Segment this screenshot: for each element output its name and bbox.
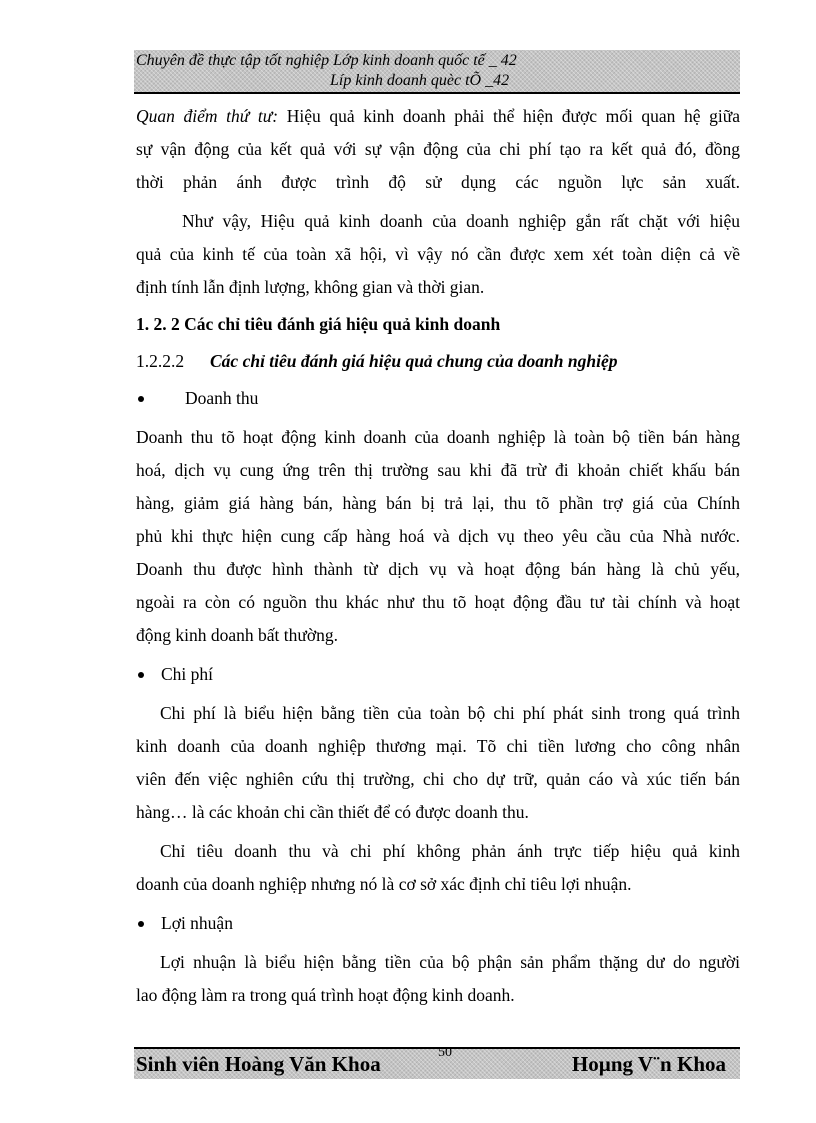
bullet-label: Doanh thu bbox=[185, 388, 259, 408]
paragraph-line: động kinh doanh bất thường. bbox=[136, 625, 338, 645]
subsection-title: Các chỉ tiêu đánh giá hiệu quả chung của doanh nghiệp bbox=[210, 351, 618, 371]
footer-author: Sinh viên Hoàng Văn Khoa bbox=[136, 1052, 381, 1076]
paragraph-line: Doanh thu tõ hoạt động kinh doanh của doanh nghiệp là toàn bộ tiền bán hàng bbox=[136, 427, 740, 447]
paragraph-line: hàng… là các khoản chi cần thiết để có được doanh thu. bbox=[136, 802, 529, 822]
paragraph-line: định tính lẫn định lượng, không gian và thời gian. bbox=[136, 277, 485, 297]
page-header bbox=[134, 50, 740, 94]
paragraph-line: Như vậy, Hiệu quả kinh doanh của doanh nghiệp gắn rất chặt với hiệu bbox=[182, 211, 740, 231]
footer-author-legacy: Hoµng V¨n Khoa bbox=[571, 1052, 726, 1076]
bullet-label: Lợi nhuận bbox=[161, 913, 233, 933]
paragraph-lead: Quan điểm thứ tư: bbox=[136, 106, 279, 126]
subsection-heading bbox=[136, 345, 740, 378]
bullet-item-cost bbox=[136, 658, 740, 691]
subsection-number: 1.2.2.2 bbox=[136, 351, 185, 371]
bullet-icon bbox=[138, 396, 144, 402]
paragraph-line: lao động làm ra trong quá trình hoạt động kinh doanh. bbox=[136, 985, 515, 1005]
paragraph-line: Lợi nhuận là biểu hiện bằng tiền của bộ phận sản phẩm thặng dư do người bbox=[160, 952, 740, 972]
paragraph-line: hoá, dịch vụ cung ứng trên thị trường sau khi đã trừ đi khoản chiết khấu bán bbox=[136, 460, 740, 480]
header-line-2: Líp kinh doanh quèc tÕ _42 bbox=[330, 72, 510, 89]
paragraph-line: Chỉ tiêu doanh thu và chi phí không phản ánh trực tiếp hiệu quả kinh bbox=[160, 841, 740, 861]
bullet-icon bbox=[138, 672, 144, 678]
paragraph-line bbox=[136, 100, 740, 133]
paragraph-line: Doanh thu được hình thành từ dịch vụ và hoạt động bán hàng là chủ yếu, bbox=[136, 559, 740, 579]
bullet-label: Chi phí bbox=[161, 664, 214, 684]
paragraph-line: sự vận động của kết quả với sự vận động của chi phí tạo ra kết quả đó, đồng bbox=[136, 139, 740, 159]
section-heading: 1. 2. 2 Các chỉ tiêu đánh giá hiệu quả kinh doanh bbox=[136, 314, 501, 334]
bullet-icon bbox=[138, 921, 144, 927]
page-number: 50 bbox=[438, 1045, 452, 1060]
paragraph-line: doanh của doanh nghiệp nhưng nó là cơ sở xác định chỉ tiêu lợi nhuận. bbox=[136, 874, 632, 894]
paragraph-line: kinh doanh của doanh nghiệp thương mại. Tõ chi tiền lương cho công nhân bbox=[136, 736, 740, 756]
bullet-item-revenue bbox=[136, 382, 740, 415]
paragraph-line: thời phản ánh được trình độ sử dụng các nguồn lực sản xuất. bbox=[136, 172, 740, 192]
paragraph-line: ngoài ra còn có nguồn thu khác như thu tõ hoạt động đầu tư tài chính và hoạt bbox=[136, 592, 740, 612]
document-body bbox=[136, 100, 740, 1012]
header-line-1: Chuyên đề thực tập tốt nghiệp Lớp kinh doanh quốc tế _ 42 bbox=[136, 52, 517, 69]
paragraph-line: viên đến việc nghiên cứu thị trường, chi cho dự trữ, quản cáo và xúc tiến bán bbox=[136, 769, 740, 789]
paragraph-line: phủ khi thực hiện cung cấp hàng hoá và dịch vụ theo yêu cầu của Nhà nước. bbox=[136, 526, 740, 546]
bullet-item-profit bbox=[136, 907, 740, 940]
page-footer bbox=[134, 1047, 740, 1079]
paragraph-line: hàng, giảm giá hàng bán, hàng bán bị trả lại, thu tõ phần trợ giá của Chính bbox=[136, 493, 740, 513]
paragraph-line: Chi phí là biểu hiện bằng tiền của toàn bộ chi phí phát sinh trong quá trình bbox=[160, 703, 740, 723]
paragraph-text: Hiệu quả kinh doanh phải thể hiện được mối quan hệ giữa bbox=[278, 106, 741, 126]
paragraph-line: quả của kinh tế của toàn xã hội, vì vậy nó cần được xem xét toàn diện cả về bbox=[136, 244, 740, 264]
